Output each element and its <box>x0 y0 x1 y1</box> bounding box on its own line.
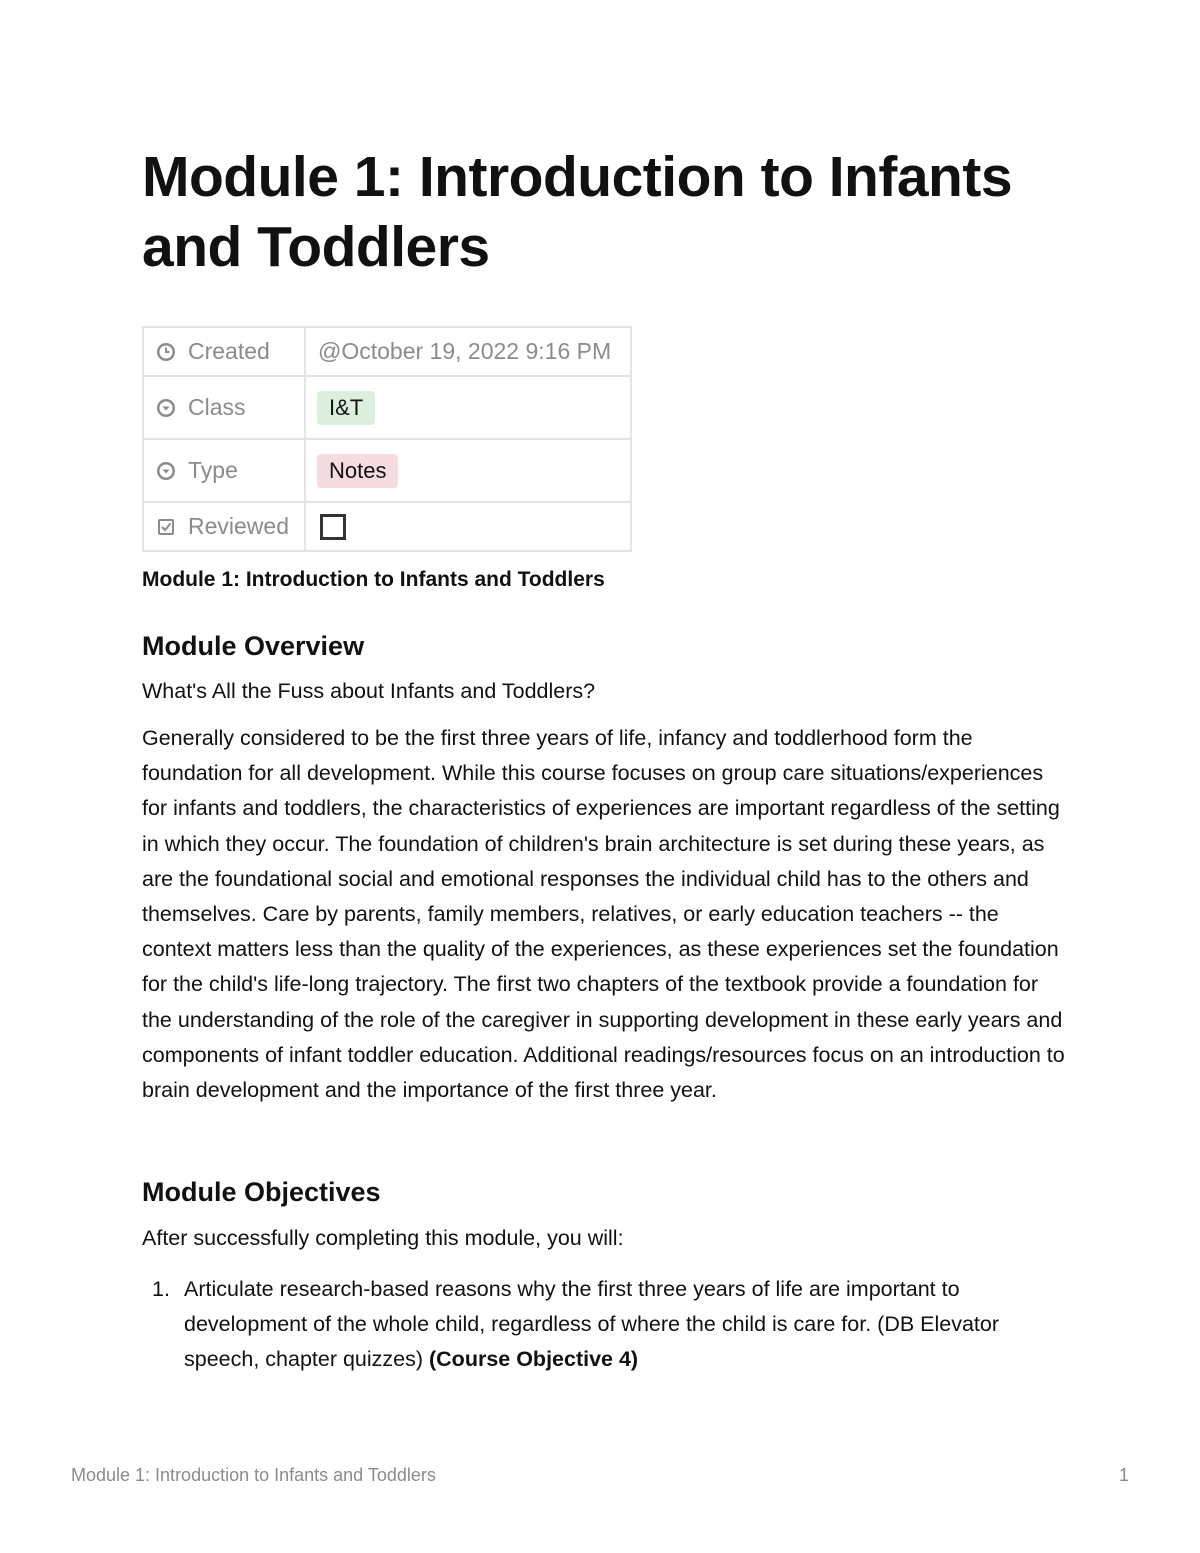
page-number: 1 <box>1118 1465 1129 1485</box>
list-item <box>142 1272 1047 1378</box>
clock-icon <box>156 342 176 362</box>
property-key-created: Created <box>188 338 270 364</box>
module-subtitle: Module 1: Introduction to Infants and Toddlers <box>142 568 605 591</box>
property-row-type <box>143 439 631 502</box>
objective-text: Articulate research-based reasons why the first three years of life are important to development of the whole child, regardless of where the child is care for. (DB Elevator speech, chapter quizzes) <box>184 1277 1000 1372</box>
overview-question: What's All the Fuss about Infants and Toddlers? <box>142 679 596 703</box>
properties-table <box>142 326 632 552</box>
objective-course-ref: (Course Objective 4) <box>429 1347 639 1372</box>
objectives-intro: After successfully completing this module, you will: <box>142 1226 624 1250</box>
checkbox-icon <box>156 517 176 537</box>
property-row-class <box>143 376 631 439</box>
footer-title: Module 1: Introduction to Infants and Toddlers <box>71 1465 436 1485</box>
select-icon <box>156 461 176 481</box>
property-row-created <box>143 327 631 376</box>
list-item-number: 1. <box>152 1277 170 1301</box>
class-tag[interactable]: I&T <box>317 391 375 425</box>
property-row-reviewed <box>143 502 631 551</box>
select-icon <box>156 398 176 418</box>
overview-heading: Module Overview <box>142 631 365 661</box>
property-key-type: Type <box>188 457 238 483</box>
type-tag[interactable]: Notes <box>317 454 398 488</box>
page-title: Module 1: Introduction to Infants and Toddlers <box>142 145 1013 279</box>
overview-body: Generally considered to be the first three years of life, infancy and toddlerhood form the foundation for all development. While this course focuses on group care situations/experiences for infants and toddlers, the characteristics of experiences are important regardless of the setting in which they occur. The foundation of children's brain architecture is set during these years, as are the foundational social and emotional responses the individual child has to the others and themselves. Care by parents, family members, relatives, or early education teachers -- the context matters less than the quality of the experiences, as these experiences set the foundation for the child's life-long trajectory. The first two chapters of the textbook provide a foundation for the understanding of the role of the caregiver in supporting development in these early years and components of infant toddler education. Additional readings/resources focus on an introduction to brain development and the importance of the first three year. <box>142 726 1065 1103</box>
reviewed-checkbox[interactable] <box>320 514 346 540</box>
objectives-heading: Module Objectives <box>142 1177 381 1207</box>
objectives-list <box>142 1272 1047 1378</box>
property-key-class: Class <box>188 394 246 420</box>
property-key-reviewed: Reviewed <box>188 513 289 539</box>
created-date-value[interactable]: @October 19, 2022 9:16 PM <box>318 338 612 364</box>
